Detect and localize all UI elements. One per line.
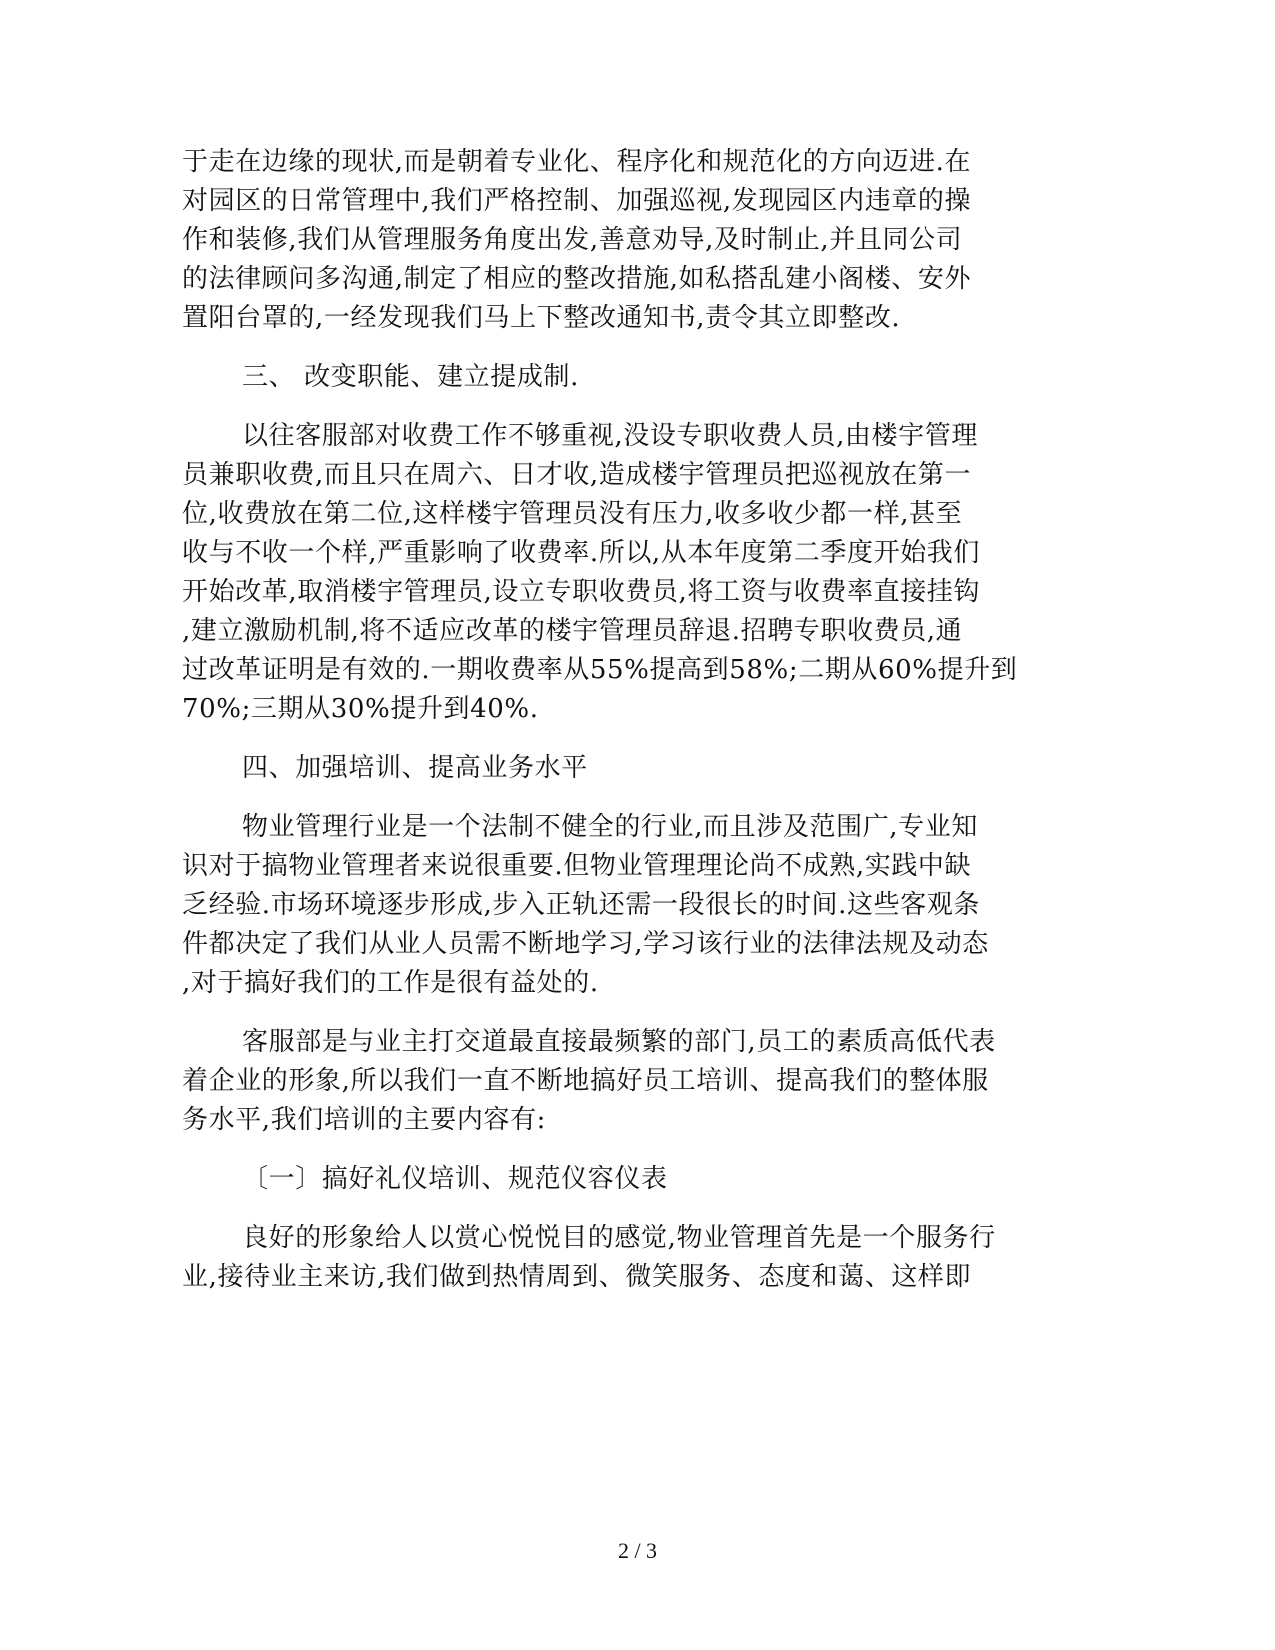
section-heading [182,1160,1042,1199]
text-line: 过改革证明是有效的.一期收费率从55%提高到58%;二期从60%提升到 [182,655,1018,685]
text-line: 以往客服部对收费工作不够重视,没设专职收费人员,由楼宇管理 [242,421,978,451]
text-line: 四、加强培训、提高业务水平 [242,753,588,783]
paragraph-gap [182,729,1042,749]
text-line: 客服部是与业主打交道最直接最频繁的部门,员工的素质高低代表 [242,1027,996,1057]
text-line: 〔一〕搞好礼仪培训、规范仪容仪表 [242,1164,668,1194]
section-heading [182,358,1042,397]
text-line: 开始改革,取消楼宇管理员,设立专职收费员,将工资与收费率直接挂钩 [182,577,980,607]
paragraph-gap [182,1140,1042,1160]
page-number: 2 / 3 [617,1538,658,1563]
document-body [182,143,1042,1297]
text-line: ,对于搞好我们的工作是很有益处的. [182,968,599,998]
text-line: 三、 改变职能、建立提成制. [242,362,579,392]
text-line: 的法律顾问多沟通,制定了相应的整改措施,如私搭乱建小阁楼、安外 [182,264,972,294]
section-heading [182,749,1042,788]
text-line: 乏经验.市场环境逐步形成,步入正轨还需一段很长的时间.这些客观条 [182,890,980,920]
text-line: 识对于搞物业管理者来说很重要.但物业管理理论尚不成熟,实践中缺 [182,851,972,881]
paragraph [182,1219,1042,1297]
text-line: 作和装修,我们从管理服务角度出发,善意劝导,及时制止,并且同公司 [182,225,963,255]
text-line: 位,收费放在第二位,这样楼宇管理员没有压力,收多收少都一样,甚至 [182,499,963,529]
paragraph-gap [182,1003,1042,1023]
text-line: 件都决定了我们从业人员需不断地学习,学习该行业的法律法规及动态 [182,929,989,959]
text-line: 良好的形象给人以赏心悦悦目的感觉,物业管理首先是一个服务行 [242,1223,996,1253]
paragraph [182,143,1042,338]
text-line: 着企业的形象,所以我们一直不断地搞好员工培训、提高我们的整体服 [182,1066,989,1096]
text-line: 对园区的日常管理中,我们严格控制、加强巡视,发现园区内违章的操 [182,186,972,216]
paragraph-gap [182,1199,1042,1219]
text-line: 收与不收一个样,严重影响了收费率.所以,从本年度第二季度开始我们 [182,538,980,568]
text-line: 业,接待业主来访,我们做到热情周到、微笑服务、态度和蔼、这样即 [182,1262,972,1292]
paragraph [182,417,1042,729]
text-line: 物业管理行业是一个法制不健全的行业,而且涉及范围广,专业知 [242,812,978,842]
text-line: 于走在边缘的现状,而是朝着专业化、程序化和规范化的方向迈进.在 [182,147,972,177]
paragraph [182,808,1042,1003]
text-line: 务水平,我们培训的主要内容有: [182,1105,547,1135]
paragraph-gap [182,397,1042,417]
text-line: 70%;三期从30%提升到40%. [182,694,539,724]
text-line: 置阳台罩的,一经发现我们马上下整改通知书,责令其立即整改. [182,303,901,333]
text-line: 员兼职收费,而且只在周六、日才收,造成楼宇管理员把巡视放在第一 [182,460,972,490]
paragraph-gap [182,788,1042,808]
paragraph-gap [182,338,1042,358]
paragraph [182,1023,1042,1140]
text-line: ,建立激励机制,将不适应改革的楼宇管理员辞退.招聘专职收费员,通 [182,616,963,646]
